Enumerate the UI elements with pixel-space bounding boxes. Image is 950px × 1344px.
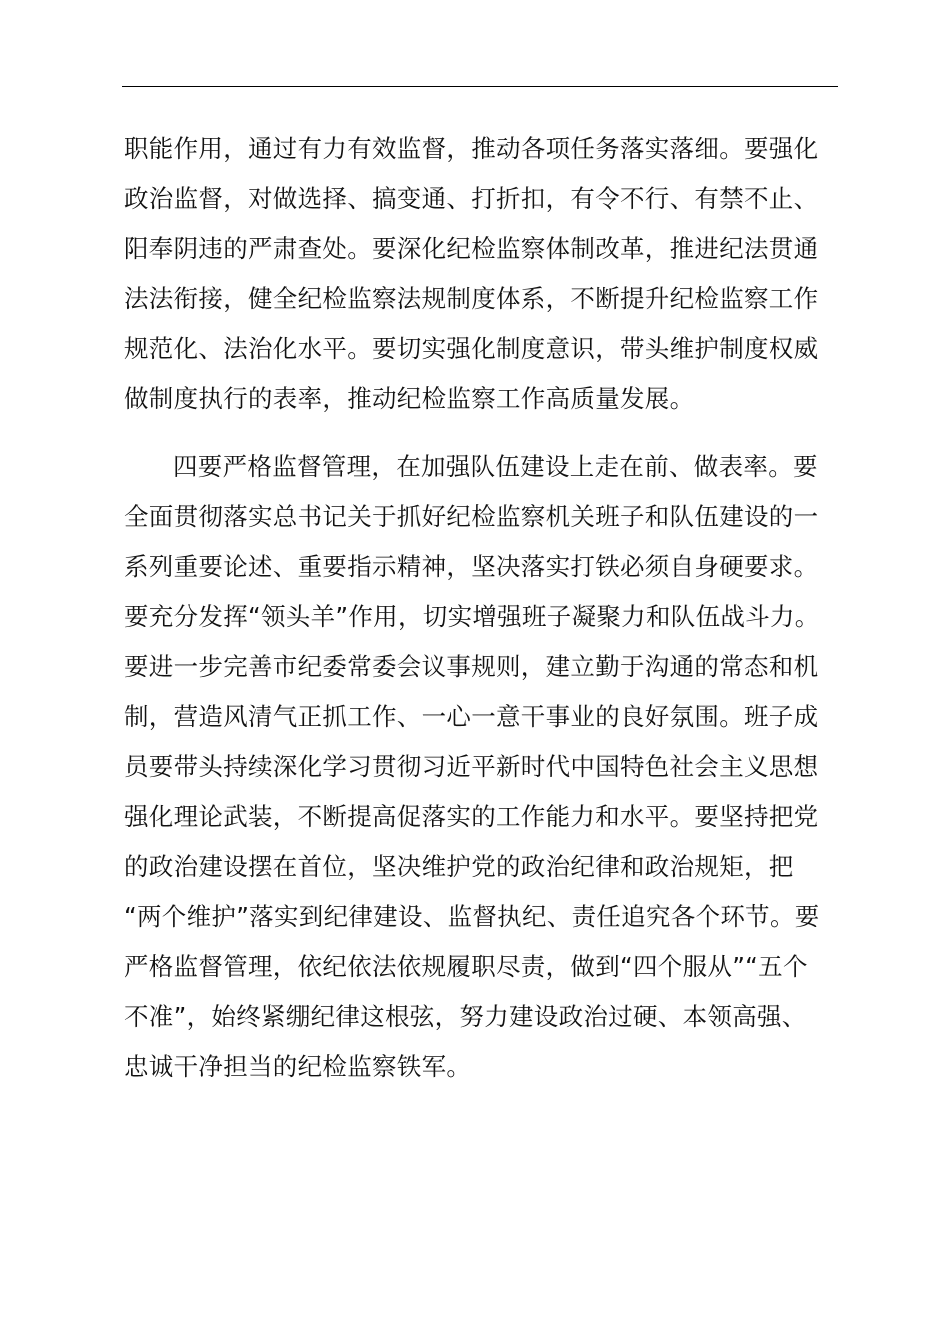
paragraph-1: [124, 124, 840, 424]
text-line: 要进一步完善市纪委常委会议事规则，建立勤于沟通的常态和机: [124, 652, 819, 681]
text-line: 政治监督，对做选择、搞变通、打折扣，有令不行、有禁不止、: [124, 184, 819, 213]
text-line: 严格监督管理，依纪依法依规履职尽责，做到“四个服从”“五个: [124, 952, 808, 981]
text-line: 职能作用，通过有力有效监督，推动各项任务落实落细。要强化: [124, 134, 819, 163]
text-line: 系列重要论述、重要指示精神，坚决落实打铁必须自身硬要求。: [124, 552, 819, 581]
text-line: 强化理论武装，不断提高促落实的工作能力和水平。要坚持把党: [124, 802, 819, 831]
text-line: 全面贯彻落实总书记关于抓好纪检监察机关班子和队伍建设的一: [124, 502, 819, 531]
text-line: 不准”，始终紧绷纪律这根弦，努力建设政治过硬、本领高强、: [124, 1002, 807, 1031]
text-line: “两个维护”落实到纪律建设、监督执纪、责任追究各个环节。要: [124, 902, 820, 931]
text-line: 规范化、法治化水平。要切实强化制度意识，带头维护制度权威: [124, 334, 819, 363]
text-line: 的政治建设摆在首位，坚决维护党的政治纪律和政治规矩，把: [124, 852, 794, 881]
header-rule: [122, 86, 838, 87]
paragraph-gap: [124, 424, 840, 442]
text-line: 要充分发挥“领头羊”作用，切实增强班子凝聚力和队伍战斗力。: [124, 602, 820, 631]
text-line: 做制度执行的表率，推动纪检监察工作高质量发展。: [124, 384, 695, 413]
text-line-indented: 四要严格监督管理，在加强队伍建设上走在前、做表率。要: [173, 452, 818, 481]
text-line: 员要带头持续深化学习贯彻习近平新时代中国特色社会主义思想: [124, 752, 819, 781]
body-text: [124, 124, 840, 1092]
text-line: 忠诚干净担当的纪检监察铁军。: [124, 1052, 472, 1081]
text-line: 法法衔接，健全纪检监察法规制度体系，不断提升纪检监察工作: [124, 284, 819, 313]
paragraph-2: [124, 442, 840, 1092]
text-line: 制，营造风清气正抓工作、一心一意干事业的良好氛围。班子成: [124, 702, 819, 731]
text-line: 阳奉阴违的严肃查处。要深化纪检监察体制改革，推进纪法贯通: [124, 234, 819, 263]
